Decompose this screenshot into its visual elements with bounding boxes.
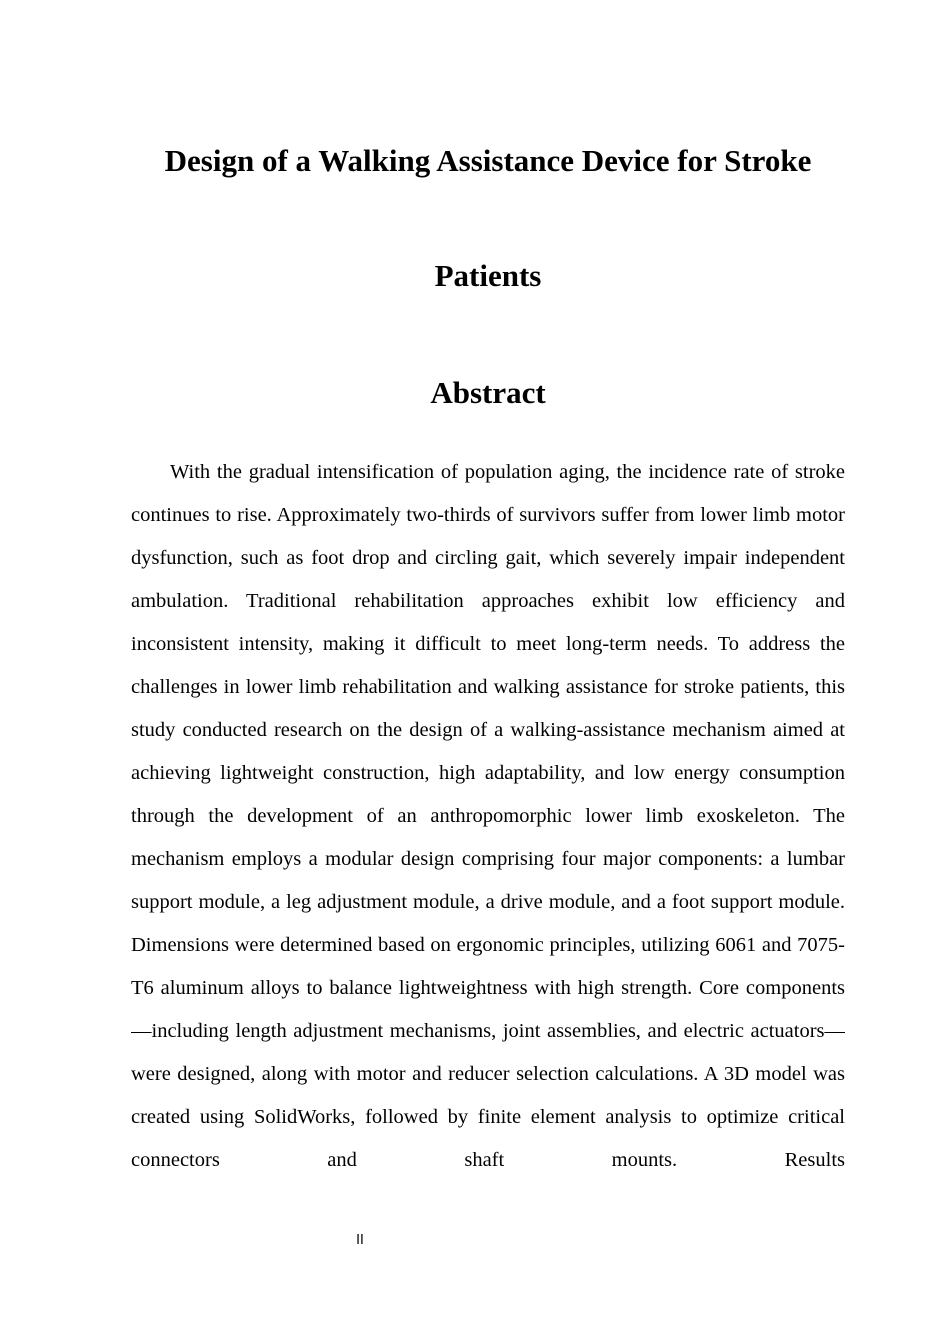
abstract-heading: Abstract (430, 375, 546, 410)
abstract-paragraph: With the gradual intensification of population aging, the incidence rate of stroke continues to rise. Approximately two-thirds of survivors suffer from lower limb motor dysfunction, such as foot drop and circling gait, which severely impair independent ambulation. Traditional rehabilitation approaches exhibit low efficiency and inconsistent intensity, making it difficult to meet long-term needs. To address the challenges in lower limb rehabilitation and walking assistance for stroke patients, this study conducted research on the design of a walking-assistance mechanism aimed at achieving lightweight construction, high adaptability, and low energy consumption through the development of an anthropomorphic lower limb exoskeleton. The mechanism employs a modular design comprising four major components: a lumbar support module, a leg adjustment module, a drive module, and a foot support module. Dimensions were determined based on ergonomic principles, utilizing 6061 and 7075-T6 aluminum alloys to balance lightweightness with high strength. Core components—including length adjustment mechanisms, joint assemblies, and electric actuators—were designed, along with motor and reducer selection calculations. A 3D model was created using SolidWorks, followed by finite element analysis to optimize critical connectors and shaft mounts. Results (131, 461, 845, 1171)
page-title-line-2: Patients (434, 258, 542, 293)
page-title-line-1: Design of a Walking Assistance Device for Stroke (164, 143, 812, 178)
page-number: II (356, 1233, 364, 1248)
